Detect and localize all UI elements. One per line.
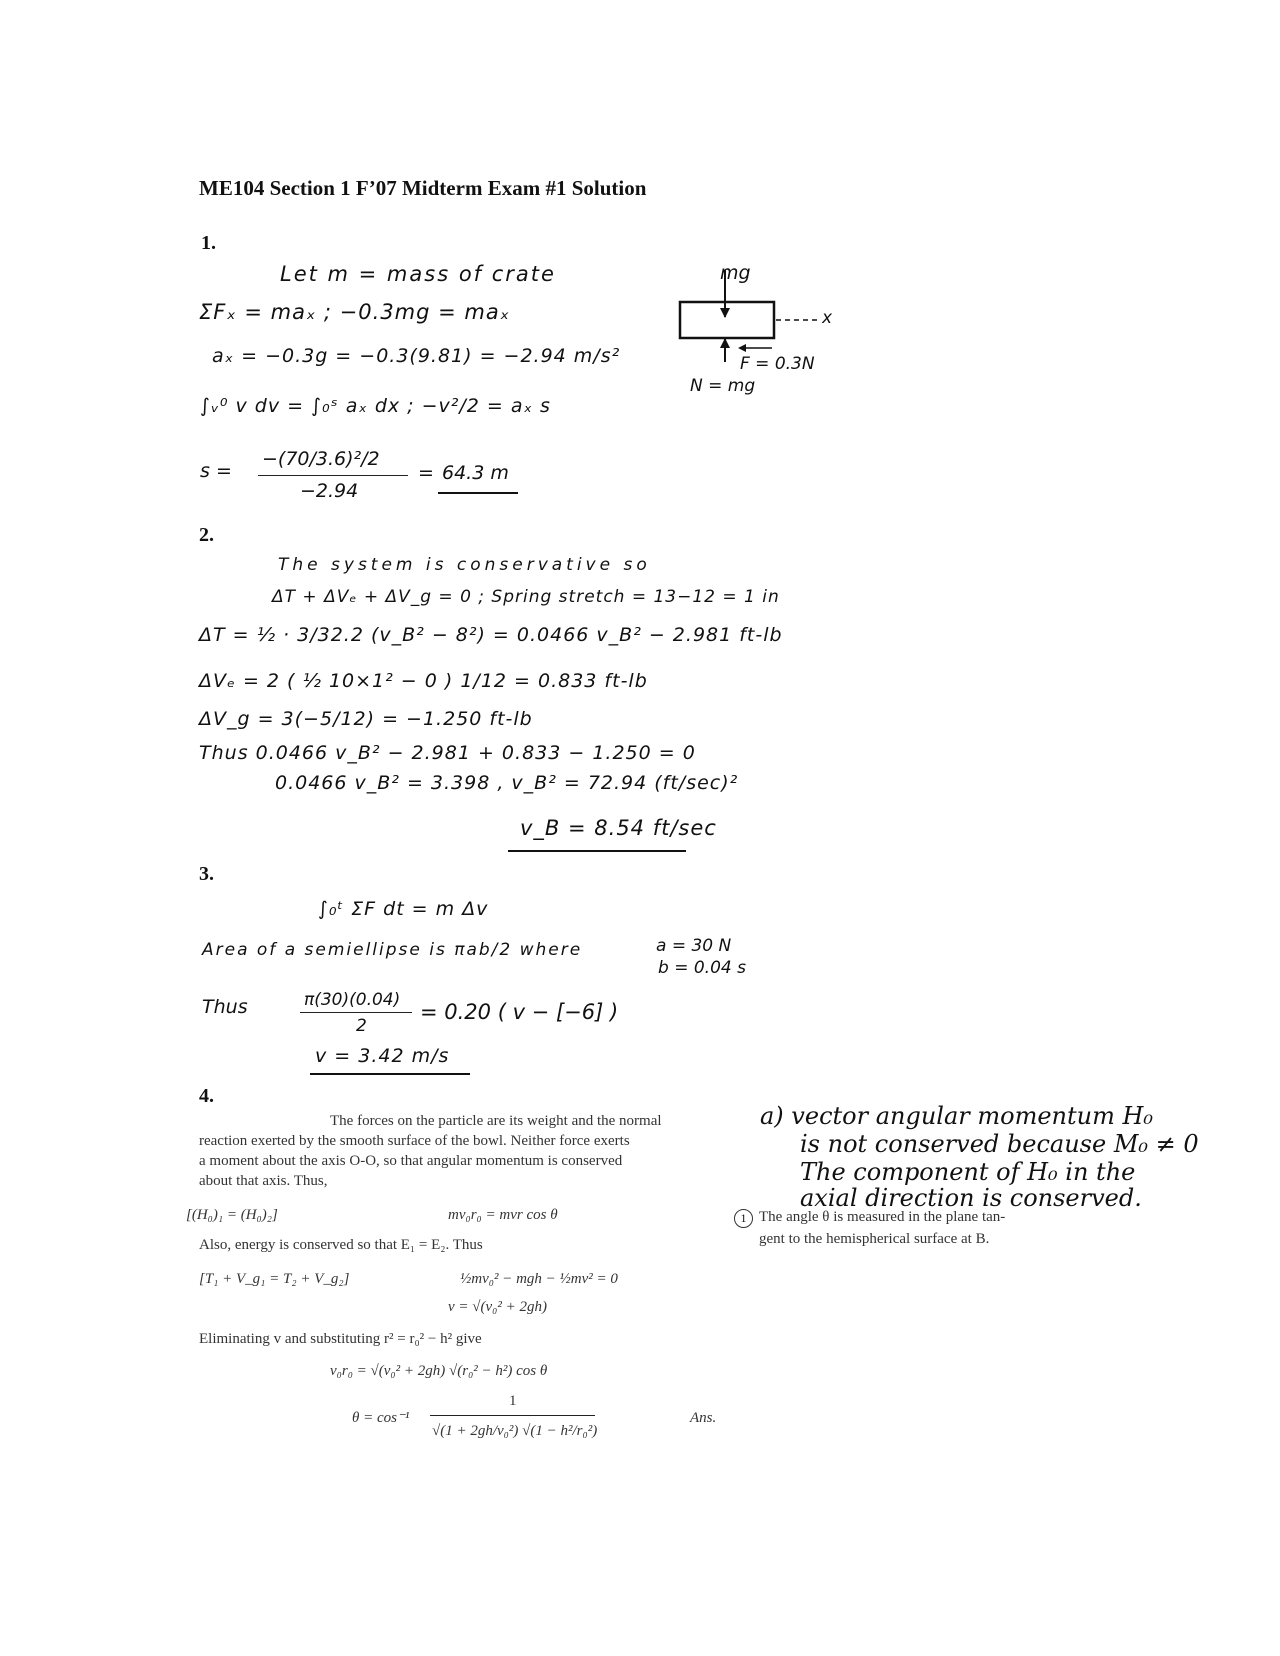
q4-theta-lhs: θ = cos⁻¹ [352, 1410, 410, 1426]
q2-answer: v_B = 8.54 ft/sec [520, 816, 717, 840]
fbd-friction-label: F = 0.3N [740, 354, 815, 374]
q1-s-denominator: −2.94 [300, 480, 359, 502]
q4-energy-text: Also, energy is conserved so that E₁ = E₂. Thus [199, 1237, 483, 1253]
q2-line-6: Thus 0.0466 v_B² − 2.981 + 0.833 − 1.250 = 0 [199, 742, 696, 764]
q4-theta-fraction-bar [430, 1415, 595, 1416]
q4-paragraph-line: reaction exerted by the smooth surface of the bowl. Neither force exerts [199, 1133, 630, 1149]
problem-4-number: 4. [199, 1085, 214, 1107]
q2-line-3: ΔT = ½ · 3/32.2 (v_B² − 8²) = 0.0466 v_B² − 2.981 ft-lb [199, 624, 783, 646]
footnote-line: The angle θ is measured in the plane tan- [759, 1209, 1006, 1225]
q1-line-4: ∫ᵥ⁰ v dv = ∫₀ˢ aₓ dx ; −v²/2 = aₓ s [200, 395, 551, 417]
q4-paragraph-line: about that axis. Thus, [199, 1173, 328, 1189]
q2-line-5: ΔV_g = 3(−5/12) = −1.250 ft-lb [199, 708, 533, 730]
q4-paragraph-line: The forces on the particle are its weight and the normal [330, 1113, 662, 1129]
q3-line-2: Area of a semiellipse is πab/2 where [202, 940, 583, 960]
q4-eq2: ½mv₀² − mgh − ½mv² = 0 [460, 1271, 618, 1287]
q4-theta-denominator: √(1 + 2gh/v₀²) √(1 − h²/r₀²) [432, 1423, 598, 1439]
q4-note-line: The component of H₀ in the [800, 1158, 1136, 1186]
q2-answer-underline [508, 850, 686, 852]
q1-line-2: ΣFₓ = maₓ ; −0.3mg = maₓ [199, 300, 511, 324]
q1-fraction-bar [258, 475, 408, 476]
fbd-x-axis-label: x [822, 308, 833, 328]
fbd-normal-label: N = mg [690, 376, 756, 396]
q3-denominator: 2 [356, 1016, 367, 1036]
q4-eq1-label: [(H₀)₁ = (H₀)₂] [186, 1207, 278, 1223]
problem-2-number: 2. [199, 524, 214, 546]
footnote-marker: 1 [734, 1209, 753, 1228]
problem-1-number: 1. [201, 232, 216, 254]
footnote-line: gent to the hemispherical surface at B. [759, 1231, 990, 1247]
q4-note-line: a) vector angular momentum H₀ [760, 1102, 1154, 1130]
fbd-weight-label: mg [720, 262, 751, 284]
q3-answer-underline [310, 1073, 470, 1075]
q3-value-b: b = 0.04 s [658, 958, 746, 978]
q2-line-4: ΔVₑ = 2 ( ½ 10×1² − 0 ) 1/12 = 0.833 ft-lb [199, 670, 648, 692]
q4-theta-numerator: 1 [509, 1393, 517, 1409]
q4-eq4: v₀r₀ = √(v₀² + 2gh) √(r₀² − h²) cos θ [330, 1363, 548, 1379]
q1-answer-underline [438, 492, 518, 494]
q2-line-1: The system is conservative so [278, 555, 651, 575]
q4-eq1: mv₀r₀ = mvr cos θ [448, 1207, 558, 1223]
page-title: ME104 Section 1 F’07 Midterm Exam #1 Solution [199, 176, 647, 200]
q3-thus: Thus [202, 996, 248, 1018]
q3-line-1: ∫₀ᵗ ΣF dt = m Δv [318, 898, 489, 920]
q1-line-1: Let m = mass of crate [280, 262, 556, 286]
q1-answer: 64.3 m [442, 462, 509, 484]
q3-numerator: π(30)(0.04) [304, 990, 401, 1010]
q4-note-line: axial direction is conserved. [800, 1184, 1142, 1212]
problem-3-number: 3. [199, 863, 214, 885]
q3-value-a: a = 30 N [656, 936, 732, 956]
q4-eq2-label: [T₁ + V_g₁ = T₂ + V_g₂] [199, 1271, 350, 1287]
q3-fraction-bar [300, 1012, 412, 1013]
q4-note-line: is not conserved because M₀ ≠ 0 [800, 1130, 1199, 1158]
q3-answer: v = 3.42 m/s [315, 1045, 450, 1067]
free-body-diagram [660, 262, 860, 402]
q4-paragraph-line: a moment about the axis O-O, so that angular momentum is conserved [199, 1153, 623, 1169]
q4-answer-label: Ans. [690, 1410, 717, 1426]
q4-eq3: v = √(v₀² + 2gh) [448, 1299, 547, 1315]
q1-equals: = [418, 462, 434, 484]
q2-line-2: ΔT + ΔVₑ + ΔV_g = 0 ; Spring stretch = 13−12 = 1 in [272, 587, 780, 607]
q1-s-label: s = [200, 460, 232, 482]
q1-line-3: aₓ = −0.3g = −0.3(9.81) = −2.94 m/s² [212, 345, 621, 367]
q2-line-7: 0.0466 v_B² = 3.398 , v_B² = 72.94 (ft/sec)² [275, 772, 739, 794]
q1-s-numerator: −(70/3.6)²/2 [262, 448, 380, 470]
q3-rhs: = 0.20 ( v − [−6] ) [420, 1000, 619, 1024]
q4-eliminating-text: Eliminating v and substituting r² = r₀² − h² give [199, 1331, 482, 1347]
